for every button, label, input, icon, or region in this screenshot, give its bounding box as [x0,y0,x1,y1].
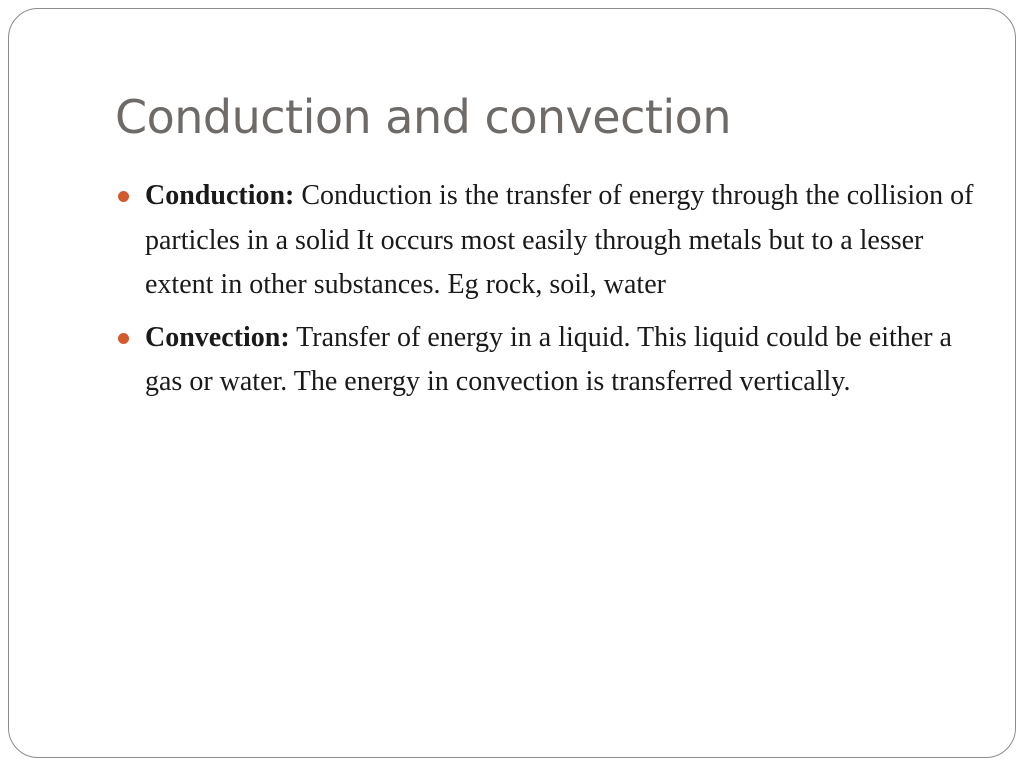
bullet-term: Conduction: [145,180,295,211]
slide [8,8,1016,758]
bullet-dot-icon [118,333,129,344]
bullet-conduction [115,174,975,308]
bullet-convection [115,316,975,405]
bullet-term: Convection: [145,321,290,353]
slide-title: Conduction and convection [115,90,731,144]
bullet-text: Conduction is the transfer of energy through the collision of particles in a solid It occurs most easily through metals but to a lesser extent in other substances. Eg rock, soil, water [145,180,974,300]
bullet-text: Transfer of energy in a liquid. This liquid could be either a gas or water. The energy in convection is transferred vertically. [145,321,952,397]
bullet-list [115,174,975,413]
bullet-dot-icon [118,191,129,202]
